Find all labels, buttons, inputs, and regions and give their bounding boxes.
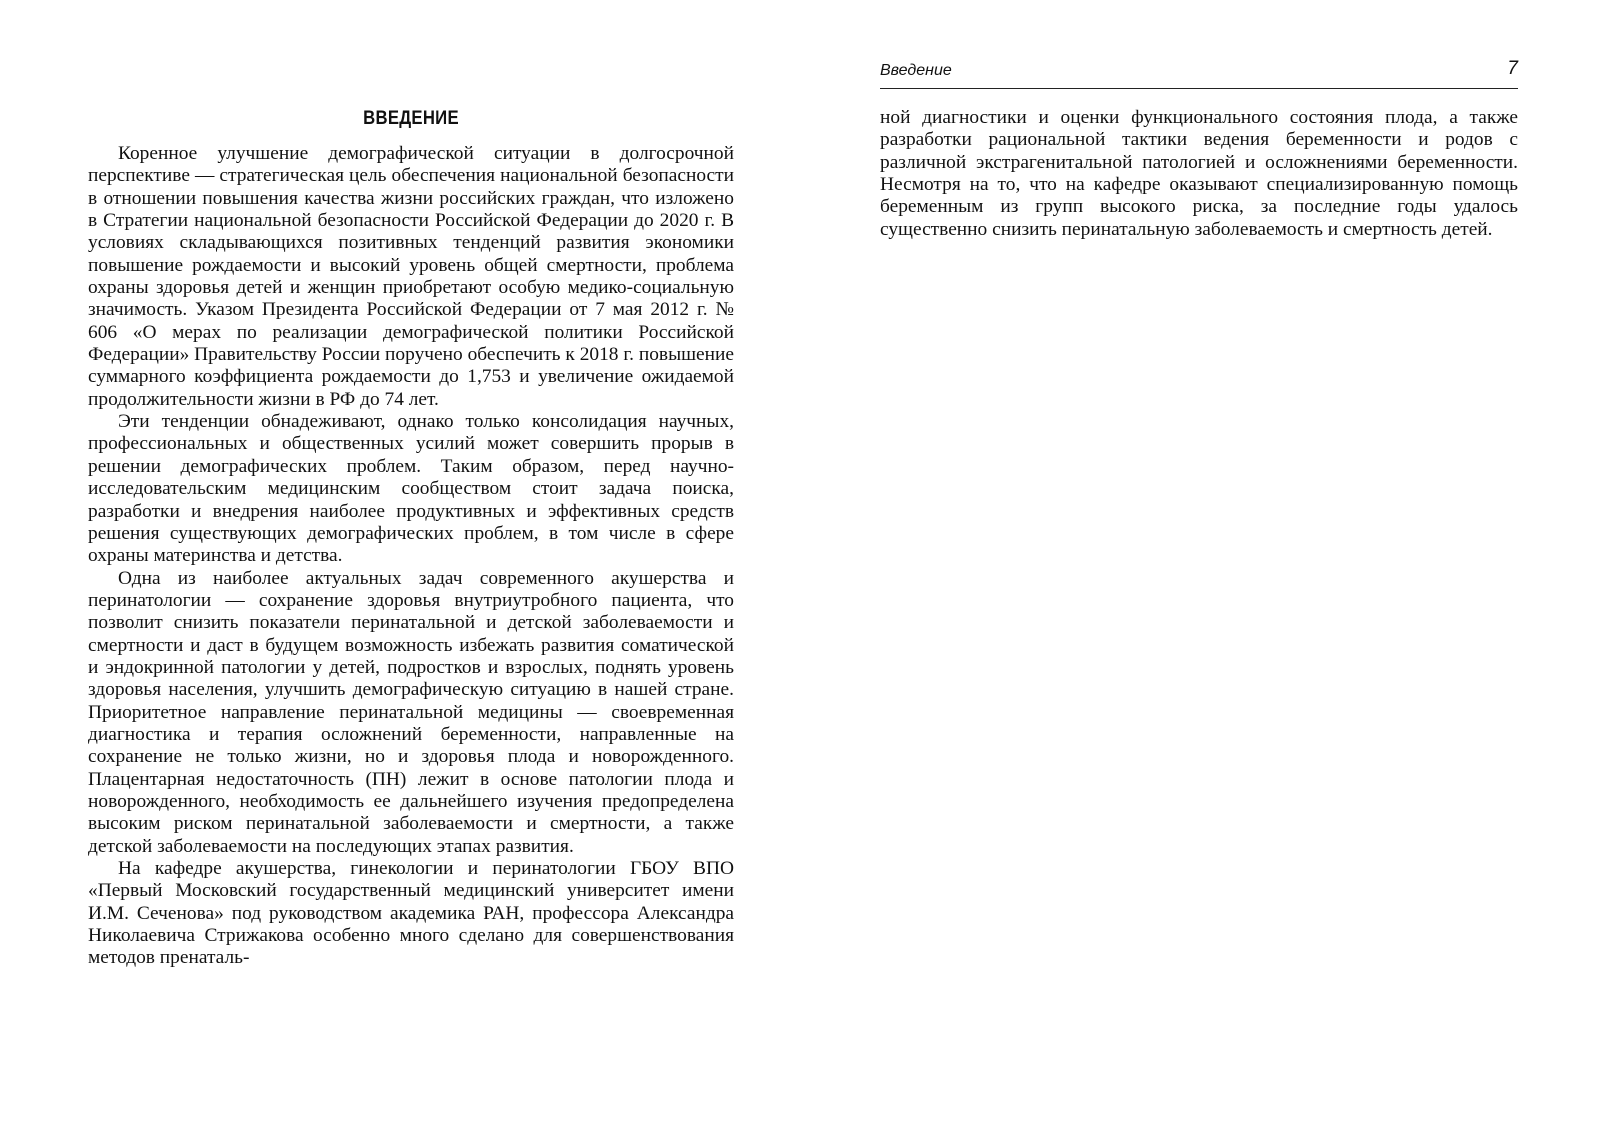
left-page-body (88, 143, 734, 970)
paragraph: Эти тенденции обнадеживают, однако только консолидация научных, профессиональных и общественных усилий может совершить прорыв в решении демографических проблем. Таким образом, перед научно-исследовательским медицинским сообществом стоит задача поиска, разработки и внедрения наиболее продуктивных и эффективных средств решения существующих демографических проблем, в том числе в сфере охраны материнства и детства. (88, 411, 734, 567)
page-number: 7 (1507, 58, 1518, 79)
paragraph: На кафедре акушерства, гинекологии и перинатологии ГБОУ ВПО «Первый Московский государственный медицинский университет имени И.М. Сеченова» под руководством академика РАН, профессора Александра Николаевича Стрижакова особенно много сделано для совершенствования методов пренаталь- (88, 858, 734, 969)
paragraph: Коренное улучшение демографической ситуации в долгосрочной перспективе — стратегическая цель обеспечения национальной безопасности в отношении повышения качества жизни российских граждан, что изложено в Стратегии национальной безопасности Российской Федерации до 2020 г. В условиях складывающихся позитивных тенденций развития экономики повышение рождаемости и высокий уровень общей смертности, проблема охраны здоровья детей и женщин приобретают особую медико-социальную значимость. Указом Президента Российской Федерации от 7 мая 2012 г. № 606 «О мерах по реализации демографической политики Российской Федерации» Правительству России поручено обеспечить к 2018 г. повышение суммарного коэффициента рождаемости до 1,753 и увеличение ожидаемой продолжительности жизни в РФ до 74 лет. (88, 143, 734, 410)
chapter-title: ВВЕДЕНИЕ (363, 108, 459, 129)
running-head (880, 58, 1518, 89)
right-page-body (880, 107, 1518, 241)
running-title: Введение (880, 62, 952, 79)
paragraph: Одна из наиболее актуальных задач современного акушерства и перинатологии — сохранение здоровья внутриутробного пациента, что позволит снизить показатели перинатальной и детской заболеваемости и смертности и даст в будущем возможность избежать развития соматической и эндокринной патологии у детей, подростков и взрослых, поднять уровень здоровья населения, улучшить демографическую ситуацию в нашей стране. Приоритетное направление перинатальной медицины — своевременная диагностика и терапия осложнений беременности, направленные на сохранение не только жизни, но и здоровья плода и новорожденного. Плацентарная недостаточность (ПН) лежит в основе патологии плода и новорожденного, необходимость ее дальнейшего изучения предопределена высоким риском перинатальной заболеваемости и смертности, а также детской заболеваемости на последующих этапах развития. (88, 567, 734, 857)
paragraph: ной диагностики и оценки функционального состояния плода, а также разработки рациональной тактики ведения беременности и родов с различной экстрагенитальной патологией и осложнениями беременности. Несмотря на то, что на кафедре оказывают специализированную помощь беременным из групп высокого риска, за последние годы удалось существенно снизить перинатальную заболеваемость и смертность детей. (880, 107, 1518, 240)
